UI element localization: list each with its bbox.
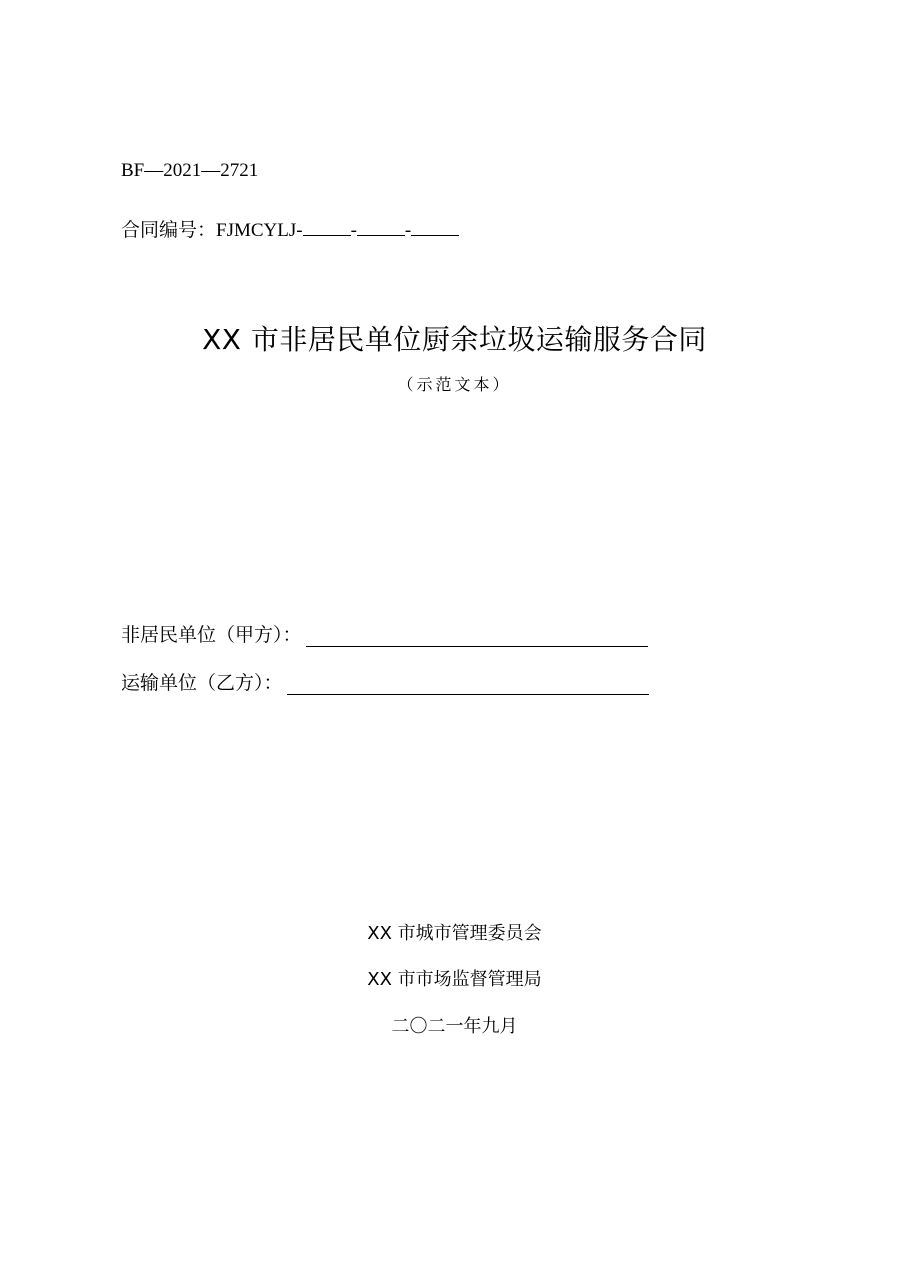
party-a-blank[interactable] [306, 624, 648, 647]
contract-number-blank-3[interactable] [411, 217, 459, 236]
party-b-row [121, 668, 649, 695]
document-code: BF—2021—2721 [121, 160, 259, 181]
contract-number-separator-1: - [350, 220, 357, 241]
issue-date: 二〇二一年九月 [391, 1016, 518, 1037]
party-b-label: 运输单位（乙方）： [121, 672, 283, 694]
contract-number [121, 215, 459, 242]
document-title: XX 市非居民单位厨余垃圾运输服务合同 [202, 323, 707, 356]
party-a-row [121, 620, 648, 647]
document-subtitle: （示范文本） [397, 375, 512, 394]
contract-number-label: 合同编号： [121, 219, 217, 241]
contract-number-blank-1[interactable] [303, 217, 351, 236]
issuer-2: XX 市市场监督管理局 [367, 969, 542, 990]
contract-number-blank-2[interactable] [357, 217, 405, 236]
contract-number-separator-2: - [404, 220, 412, 241]
contract-number-prefix: FJMCYLJ- [216, 220, 303, 241]
issuer-1: XX 市城市管理委员会 [367, 923, 542, 944]
party-b-blank[interactable] [287, 672, 649, 695]
party-a-label: 非居民单位（甲方）： [121, 624, 302, 646]
